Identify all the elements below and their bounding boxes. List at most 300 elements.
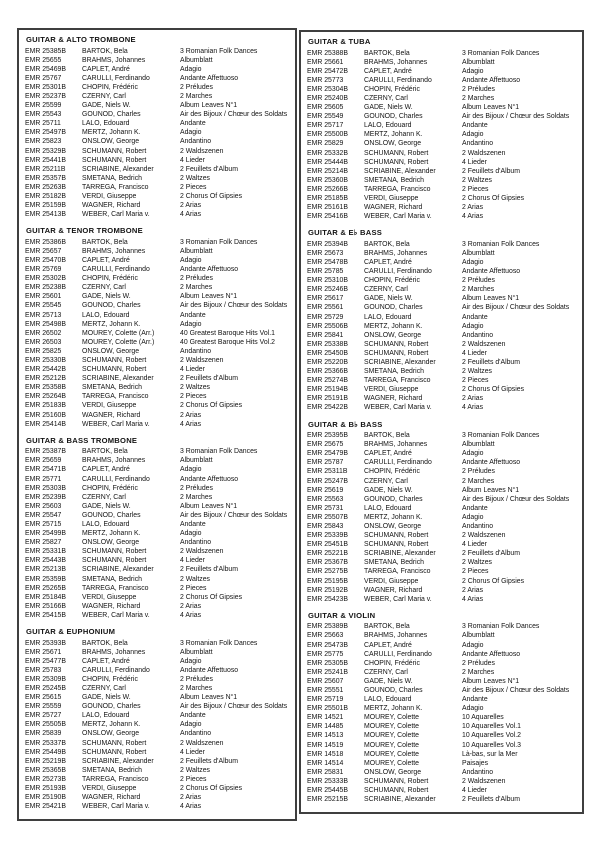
catalog-row — [25, 92, 290, 101]
catalog-number: EMR 25183B — [25, 402, 66, 410]
catalog-number: EMR 14513 — [307, 732, 344, 740]
catalog-number: EMR 25309B — [25, 675, 66, 683]
composer-name: WEBER, Carl Maria v. — [364, 404, 432, 412]
catalog-row — [307, 677, 577, 686]
catalog-row — [25, 693, 290, 702]
catalog-row — [25, 575, 290, 584]
catalog-number: EMR 25507B — [307, 513, 348, 521]
composer-name: CZERNY, Carl — [364, 94, 408, 102]
composer-name: CAPLET, André — [82, 65, 130, 73]
catalog-number: EMR 25785 — [307, 268, 344, 276]
piece-title: Album Leaves N°1 — [462, 104, 520, 112]
catalog-row — [307, 540, 577, 549]
catalog-row — [25, 65, 290, 74]
catalog-row — [307, 76, 577, 85]
piece-title: 4 Lieder — [462, 349, 487, 357]
piece-title: 2 Pieces — [180, 393, 207, 401]
catalog-number: EMR 25413B — [25, 211, 66, 219]
piece-title: 4 Lieder — [180, 156, 205, 164]
catalog-number: EMR 25264B — [25, 393, 66, 401]
composer-name: VERDI, Giuseppe — [364, 386, 419, 394]
composer-name: WAGNER, Richard — [82, 602, 141, 610]
catalog-number: EMR 25713 — [25, 311, 62, 319]
catalog-number: EMR 25500B — [307, 131, 348, 139]
catalog-row — [25, 565, 290, 574]
piece-title: Albumblatt — [180, 56, 213, 64]
piece-title: Adagio — [462, 513, 484, 521]
catalog-row — [307, 294, 577, 303]
catalog-number: EMR 14521 — [307, 714, 344, 722]
catalog-number: EMR 25727 — [25, 712, 62, 720]
piece-title: 4 Lieder — [462, 787, 487, 795]
catalog-row — [307, 276, 577, 285]
catalog-number: EMR 25449B — [25, 748, 66, 756]
piece-title: 3 Romanian Folk Dances — [462, 49, 540, 57]
catalog-row — [25, 420, 290, 429]
catalog-number: EMR 25563 — [307, 495, 344, 503]
piece-title: Air des Bijoux / Chœur des Soldats — [462, 687, 570, 694]
catalog-row — [307, 449, 577, 458]
composer-name: SCRIABINE, Alexander — [364, 550, 436, 558]
catalog-number: EMR 25339B — [307, 532, 348, 540]
composer-name: BRAHMS, Johannes — [364, 632, 428, 640]
catalog-number: EMR 25386B — [25, 238, 66, 246]
piece-title: 3 Romanian Folk Dances — [180, 47, 258, 55]
catalog-number: EMR 25237B — [25, 92, 66, 100]
piece-title: 2 Marches — [180, 284, 213, 292]
piece-title: Andante Affettuoso — [180, 475, 239, 483]
composer-name: GADE, Niels W. — [82, 502, 131, 510]
catalog-number: EMR 25265B — [25, 584, 66, 592]
piece-title: 2 Waldszenen — [462, 149, 506, 157]
piece-title: 2 Préludes — [180, 275, 213, 283]
catalog-number: EMR 26503 — [25, 338, 62, 346]
composer-name: MOUREY, Colette — [364, 723, 420, 731]
composer-name: LALO, Edouard — [82, 311, 130, 319]
piece-title: Andante — [180, 311, 206, 319]
piece-title: 2 Feuillets d'Album — [180, 757, 238, 765]
piece-title: 2 Feuillets d'Album — [180, 566, 238, 574]
catalog-row — [25, 793, 290, 802]
piece-title: 2 Waldszenen — [180, 147, 224, 155]
composer-name: BARTOK, Bela — [82, 238, 128, 246]
catalog-row — [307, 431, 577, 440]
composer-name: TARREGA, Francisco — [82, 183, 149, 191]
composer-name: CAPLET, André — [82, 657, 130, 665]
piece-title: 2 Waltzes — [462, 176, 492, 184]
catalog-row — [25, 192, 290, 201]
catalog-row — [307, 668, 577, 677]
catalog-number: EMR 25333B — [307, 777, 348, 785]
composer-name: GADE, Niels W. — [82, 293, 131, 301]
catalog-row — [25, 748, 290, 757]
piece-title: Adagio — [180, 65, 202, 73]
catalog-number: EMR 25469B — [25, 65, 66, 73]
piece-title: Album Leaves N°1 — [462, 295, 520, 303]
catalog-row — [25, 119, 290, 128]
composer-name: ONSLOW, George — [82, 138, 140, 146]
catalog-row — [25, 47, 290, 56]
catalog-number: EMR 25212B — [25, 375, 66, 383]
catalog-row — [25, 666, 290, 675]
piece-title: 2 Waltzes — [180, 174, 210, 182]
catalog-number: EMR 25221B — [307, 550, 348, 558]
catalog-row — [307, 212, 577, 221]
catalog-row — [25, 301, 290, 310]
piece-title: 2 Waltzes — [180, 384, 210, 392]
catalog-row — [25, 556, 290, 565]
piece-title: 4 Arias — [180, 211, 202, 219]
catalog-number: EMR 25329B — [25, 147, 66, 155]
piece-title: Andante — [180, 120, 206, 128]
catalog-number: EMR 25332B — [307, 149, 348, 157]
catalog-row — [25, 538, 290, 547]
catalog-number: EMR 25414B — [25, 420, 66, 428]
composer-name: SCRIABINE, Alexander — [82, 566, 154, 574]
composer-name: TARREGA, Francisco — [82, 584, 149, 592]
catalog-row — [25, 156, 290, 165]
catalog-row — [25, 274, 290, 283]
composer-name: VERDI, Giuseppe — [364, 195, 419, 202]
piece-title: 4 Lieder — [180, 748, 205, 756]
catalog-row — [307, 285, 577, 294]
piece-title: Album Leaves N°1 — [180, 102, 238, 110]
catalog-number: EMR 25241B — [307, 668, 348, 676]
catalog-row — [307, 750, 577, 759]
catalog-number: EMR 25619 — [307, 486, 344, 494]
piece-title: Là-bas, sur la Mer — [462, 750, 518, 758]
catalog-number: EMR 25823 — [25, 138, 62, 146]
catalog-row — [307, 495, 577, 504]
catalog-number: EMR 25263B — [25, 183, 66, 191]
piece-title: Albumblatt — [180, 457, 213, 465]
composer-name: BARTOK, Bela — [364, 623, 410, 631]
catalog-number: EMR 25445B — [307, 787, 348, 795]
piece-title: Andante Affettuoso — [462, 650, 521, 658]
composer-name: GOUNOD, Charles — [82, 302, 141, 310]
piece-title: Andante — [462, 313, 488, 321]
piece-title: 4 Arias — [180, 803, 202, 811]
catalog-row — [307, 686, 577, 695]
piece-title: Adagio — [462, 131, 484, 139]
catalog-number: EMR 25673 — [307, 249, 344, 257]
composer-name: MERTZ, Johann K. — [364, 513, 423, 521]
piece-title: Air des Bijoux / Chœur des Soldats — [180, 302, 288, 310]
catalog-row — [307, 659, 577, 668]
piece-title: Adagio — [462, 705, 484, 713]
piece-title: 3 Romanian Folk Dances — [180, 448, 258, 456]
catalog-number: EMR 25310B — [307, 277, 348, 285]
composer-name: SCHUMANN, Robert — [82, 147, 147, 155]
composer-name: SMETANA, Bedrich — [364, 176, 424, 184]
composer-name: CAPLET, André — [82, 256, 130, 264]
piece-title: Andante — [462, 122, 488, 130]
catalog-row — [25, 684, 290, 693]
piece-title: 2 Pieces — [462, 568, 489, 576]
catalog-number: EMR 25601 — [25, 293, 62, 301]
composer-name: BARTOK, Bela — [364, 49, 410, 57]
catalog-row — [25, 110, 290, 119]
composer-name: SMETANA, Bedrich — [82, 384, 142, 392]
composer-name: VERDI, Giuseppe — [82, 593, 137, 601]
catalog-row — [307, 403, 577, 412]
catalog-number: EMR 25825 — [25, 347, 62, 355]
composer-name: VERDI, Giuseppe — [82, 402, 137, 410]
catalog-number: EMR 25719 — [307, 696, 344, 704]
catalog-row — [307, 139, 577, 148]
piece-title: Adagio — [462, 67, 484, 75]
catalog-number: EMR 25388B — [307, 49, 348, 57]
catalog-number: EMR 14519 — [307, 741, 344, 749]
catalog-number: EMR 25451B — [307, 541, 348, 549]
catalog-number: EMR 25603 — [25, 502, 62, 510]
piece-title: Adagio — [180, 320, 202, 328]
catalog-row — [307, 486, 577, 495]
catalog-row — [25, 720, 290, 729]
composer-name: SCHUMANN, Robert — [82, 557, 147, 565]
composer-name: CARULLI, Ferdinando — [82, 475, 150, 483]
piece-title: 2 Waltzes — [462, 368, 492, 376]
piece-title: Air des Bijoux / Chœur des Soldats — [462, 495, 570, 503]
catalog-number: EMR 25393B — [25, 639, 66, 647]
composer-name: MOUREY, Colette (Arr.) — [82, 338, 155, 346]
piece-title: Air des Bijoux / Chœur des Soldats — [462, 113, 570, 121]
composer-name: CHOPIN, Frédéric — [82, 675, 138, 683]
composer-name: CZERNY, Carl — [82, 685, 126, 692]
catalog-row — [25, 128, 290, 137]
piece-title: 2 Waldszenen — [180, 548, 224, 556]
catalog-number: EMR 25214B — [307, 167, 348, 175]
catalog-row — [307, 185, 577, 194]
catalog-row — [307, 249, 577, 258]
catalog-number: EMR 25194B — [307, 386, 348, 394]
catalog-row — [25, 657, 290, 666]
composer-name: GADE, Niels W. — [364, 104, 413, 112]
piece-title: 2 Préludes — [462, 659, 495, 667]
piece-title: 2 Marches — [180, 685, 213, 692]
catalog-row — [25, 292, 290, 301]
composer-name: MERTZ, Johann K. — [364, 322, 423, 330]
composer-name: SCHUMANN, Robert — [364, 340, 429, 348]
catalog-number: EMR 25195B — [307, 577, 348, 585]
piece-title: 2 Chorus Of Gipsies — [462, 386, 525, 394]
piece-title: 2 Préludes — [462, 468, 495, 476]
catalog-number: EMR 25499B — [25, 530, 66, 538]
piece-title: 4 Lieder — [180, 557, 205, 565]
piece-title: 10 Aquarelles Vol.2 — [462, 732, 521, 740]
piece-title: Adagio — [180, 721, 202, 729]
catalog-row — [307, 303, 577, 312]
piece-title: 2 Feuillets d'Album — [180, 375, 238, 383]
composer-name: MERTZ, Johann K. — [364, 705, 423, 713]
catalog-number: EMR 25358B — [25, 384, 66, 392]
composer-name: BARTOK, Bela — [82, 639, 128, 647]
section-heading: GUITAR & TUBA — [308, 37, 371, 46]
catalog-number: EMR 25506B — [307, 322, 348, 330]
piece-title: 2 Waltzes — [180, 575, 210, 583]
catalog-number: EMR 25367B — [307, 559, 348, 567]
piece-title: Album Leaves N°1 — [180, 694, 238, 702]
piece-title: 2 Waldszenen — [462, 532, 506, 540]
composer-name: CARULLI, Ferdinando — [82, 666, 150, 674]
piece-title: Adagio — [180, 256, 202, 264]
composer-name: WAGNER, Richard — [364, 204, 423, 212]
catalog-row — [25, 401, 290, 410]
catalog-row — [25, 757, 290, 766]
catalog-row — [307, 49, 577, 58]
catalog-row — [307, 322, 577, 331]
piece-title: 2 Waltzes — [462, 559, 492, 567]
piece-title: 2 Arias — [180, 602, 202, 610]
catalog-number: EMR 25357B — [25, 174, 66, 182]
composer-name: GOUNOD, Charles — [364, 495, 423, 503]
catalog-number: EMR 25477B — [25, 657, 66, 665]
composer-name: CHOPIN, Frédéric — [364, 468, 420, 476]
catalog-number: EMR 25385B — [25, 47, 66, 55]
composer-name: VERDI, Giuseppe — [82, 193, 137, 200]
catalog-row — [307, 121, 577, 130]
piece-title: 2 Chorus Of Gipsies — [180, 593, 243, 601]
catalog-row — [307, 631, 577, 640]
composer-name: MOUREY, Colette (Arr.) — [82, 329, 155, 337]
catalog-row — [25, 210, 290, 219]
catalog-number: EMR 25478B — [307, 258, 348, 266]
catalog-row — [25, 137, 290, 146]
piece-title: 2 Arias — [180, 202, 202, 210]
piece-title: 40 Greatest Baroque Hits Vol.2 — [180, 338, 275, 346]
catalog-number: EMR 25615 — [25, 694, 62, 702]
catalog-row — [25, 165, 290, 174]
composer-name: SCHUMANN, Robert — [82, 748, 147, 756]
catalog-number: EMR 25422B — [307, 404, 348, 412]
catalog-number: EMR 25771 — [25, 475, 62, 483]
composer-name: CAPLET, André — [364, 258, 412, 266]
piece-title: Adagio — [462, 450, 484, 458]
catalog-number: EMR 25717 — [307, 122, 344, 130]
catalog-number: EMR 25715 — [25, 521, 62, 528]
catalog-row — [307, 622, 577, 631]
composer-name: LALO, Edouard — [364, 696, 412, 704]
catalog-number: EMR 25657 — [25, 247, 62, 255]
composer-name: SCRIABINE, Alexander — [364, 796, 436, 804]
piece-title: 2 Chorus Of Gipsies — [462, 195, 525, 202]
piece-title: Album Leaves N°1 — [462, 677, 520, 685]
catalog-row — [25, 611, 290, 620]
composer-name: SCHUMANN, Robert — [364, 158, 429, 166]
piece-title: Albumblatt — [180, 247, 213, 255]
section-heading: GUITAR & VIOLIN — [308, 610, 376, 620]
composer-name: SMETANA, Bedrich — [82, 575, 142, 583]
piece-title: 10 Aquarelles Vol.1 — [462, 723, 521, 731]
catalog-row — [307, 567, 577, 576]
catalog-number: EMR 25450B — [307, 349, 348, 357]
composer-name: WEBER, Carl Maria v. — [82, 803, 150, 811]
composer-name: BARTOK, Bela — [82, 47, 128, 55]
piece-title: Albumblatt — [180, 648, 213, 656]
piece-title: 4 Lieder — [180, 366, 205, 374]
catalog-number: EMR 14514 — [307, 759, 344, 767]
composer-name: CZERNY, Carl — [364, 286, 408, 294]
composer-name: SCRIABINE, Alexander — [364, 167, 436, 175]
catalog-row — [307, 194, 577, 203]
composer-name: CARULLI, Ferdinando — [364, 650, 432, 658]
catalog-row — [25, 775, 290, 784]
catalog-row — [25, 283, 290, 292]
piece-title: 2 Marches — [180, 493, 213, 501]
section-heading: GUITAR & ALTO TROMBONE — [26, 35, 136, 44]
composer-name: VERDI, Giuseppe — [82, 785, 137, 793]
piece-title: 2 Waldszenen — [180, 739, 224, 747]
piece-title: Albumblatt — [462, 441, 495, 449]
catalog-number: EMR 25266B — [307, 185, 348, 193]
catalog-number: EMR 25787 — [307, 459, 344, 467]
composer-name: CARULLI, Ferdinando — [364, 76, 432, 84]
catalog-number: EMR 25839 — [25, 730, 62, 738]
catalog-number: EMR 25547 — [25, 511, 62, 519]
composer-name: CZERNY, Carl — [364, 477, 408, 485]
catalog-number: EMR 25184B — [25, 593, 66, 601]
catalog-number: EMR 25675 — [307, 441, 344, 449]
catalog-row — [25, 766, 290, 775]
catalog-number: EMR 25497B — [25, 129, 66, 137]
catalog-row — [307, 267, 577, 276]
catalog-row — [307, 203, 577, 212]
catalog-number: EMR 25219B — [25, 757, 66, 765]
composer-name: SMETANA, Bedrich — [82, 766, 142, 774]
composer-name: GOUNOD, Charles — [82, 111, 141, 119]
composer-name: SCRIABINE, Alexander — [82, 375, 154, 383]
piece-title: Andantino — [180, 138, 212, 146]
composer-name: SCHUMANN, Robert — [82, 156, 147, 164]
catalog-row — [25, 101, 290, 110]
catalog-row — [25, 547, 290, 556]
catalog-row — [307, 558, 577, 567]
catalog-row — [25, 265, 290, 274]
catalog-row — [25, 83, 290, 92]
catalog-row — [307, 130, 577, 139]
piece-title: 2 Arias — [180, 411, 202, 419]
composer-name: CAPLET, André — [82, 466, 130, 474]
catalog-row — [25, 739, 290, 748]
composer-name: GOUNOD, Charles — [82, 511, 141, 519]
composer-name: SCHUMANN, Robert — [364, 541, 429, 549]
catalog-number: EMR 26502 — [25, 329, 62, 337]
composer-name: ONSLOW, George — [364, 140, 422, 148]
composer-name: LALO, Edouard — [364, 313, 412, 321]
catalog-row — [307, 458, 577, 467]
catalog-row — [25, 174, 290, 183]
composer-name: SCHUMANN, Robert — [364, 532, 429, 540]
composer-name: BRAHMS, Johannes — [82, 457, 146, 465]
catalog-row — [25, 374, 290, 383]
catalog-row — [25, 74, 290, 83]
catalog-number: EMR 14485 — [307, 723, 344, 731]
catalog-number: EMR 25471B — [25, 466, 66, 474]
composer-name: CHOPIN, Frédéric — [364, 659, 420, 667]
catalog-row — [307, 650, 577, 659]
composer-name: BRAHMS, Johannes — [82, 648, 146, 656]
composer-name: CHOPIN, Frédéric — [82, 275, 138, 283]
composer-name: MERTZ, Johann K. — [364, 131, 423, 139]
piece-title: Adagio — [180, 657, 202, 665]
piece-title: 2 Chorus Of Gipsies — [180, 785, 243, 793]
piece-title: Andante — [462, 504, 488, 512]
catalog-row — [307, 103, 577, 112]
catalog-number: EMR 25366B — [307, 368, 348, 376]
catalog-row — [25, 529, 290, 538]
catalog-number: EMR 25559 — [25, 703, 62, 711]
catalog-number: EMR 25472B — [307, 67, 348, 75]
